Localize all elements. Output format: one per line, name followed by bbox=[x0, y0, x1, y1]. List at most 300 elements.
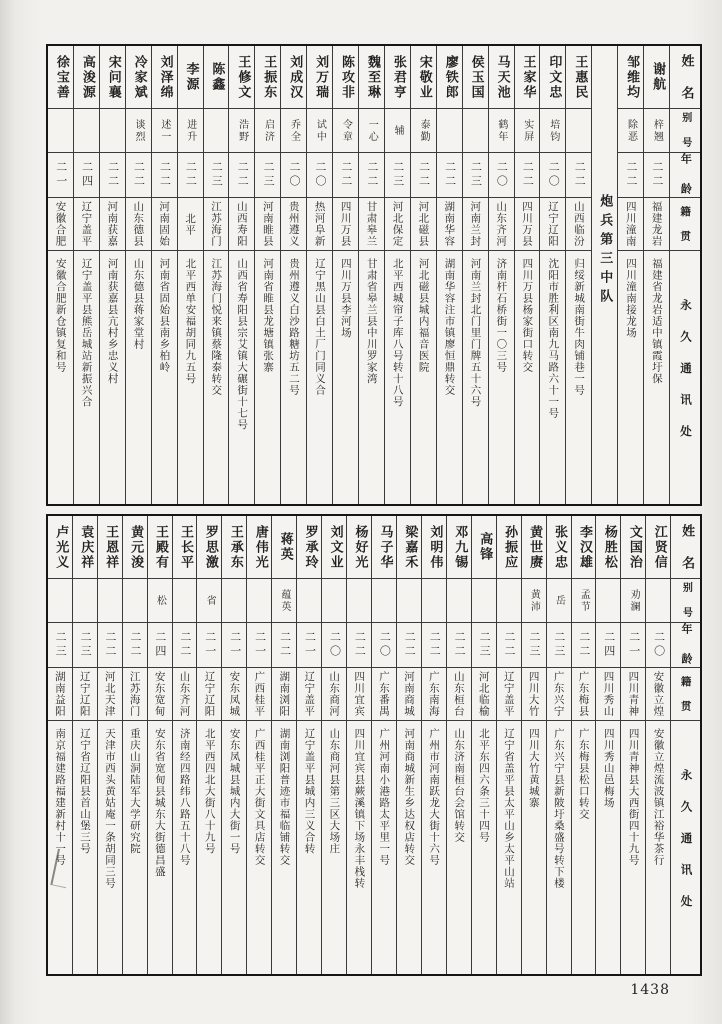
person-name-text: 马子华 bbox=[377, 524, 393, 570]
person-origin-text: 山东齐河 bbox=[495, 201, 508, 247]
person-name bbox=[463, 46, 488, 109]
person-age-text: 二三 bbox=[262, 161, 276, 189]
person-origin bbox=[437, 198, 462, 251]
person-name bbox=[596, 516, 620, 579]
person-name bbox=[48, 516, 72, 579]
person-address bbox=[173, 721, 197, 974]
person-name bbox=[572, 516, 596, 579]
person-column bbox=[73, 46, 99, 504]
person-name-text: 徐宝善 bbox=[53, 54, 69, 100]
person-name bbox=[422, 516, 446, 579]
person-name bbox=[497, 516, 521, 579]
field-label-origin bbox=[670, 198, 700, 251]
person-origin bbox=[422, 668, 446, 721]
person-age bbox=[385, 153, 410, 198]
person-address bbox=[73, 721, 97, 974]
page-number: 1438 bbox=[630, 982, 670, 998]
person-age bbox=[644, 153, 669, 198]
person-alias bbox=[437, 109, 462, 153]
person-address bbox=[621, 721, 645, 974]
person-origin-text: 湖南华容 bbox=[443, 201, 456, 247]
person-age bbox=[411, 153, 436, 198]
person-name-text: 王长平 bbox=[177, 524, 193, 570]
person-age-text: 二二 bbox=[625, 161, 639, 189]
field-label-address-text: 永久通讯处 bbox=[679, 768, 694, 927]
person-alias bbox=[397, 579, 421, 623]
person-origin-text: 湖南益阳 bbox=[53, 671, 66, 717]
person-name-text: 罗承玲 bbox=[302, 524, 318, 570]
field-label-age-text: 年 龄 bbox=[679, 153, 693, 197]
person-alias-text: 孟节 bbox=[578, 588, 590, 613]
person-origin-text: 辽宁辽阳 bbox=[546, 201, 559, 247]
person-age-text: 二三 bbox=[527, 631, 541, 659]
person-address-text: 辽宁省盖平县太平山乡太平山站 bbox=[502, 728, 515, 889]
person-address-text: 沈阳市胜利区南九马路六十一号 bbox=[547, 258, 560, 419]
person-address-text: 甘肃省皋兰县中川罗家湾 bbox=[365, 258, 378, 385]
field-label-age-text: 年 龄 bbox=[679, 623, 693, 667]
person-name-text: 谢航 bbox=[650, 62, 666, 92]
person-age bbox=[489, 153, 514, 198]
person-alias bbox=[333, 109, 358, 153]
person-address bbox=[347, 721, 371, 974]
person-column bbox=[228, 46, 254, 504]
person-age bbox=[73, 623, 97, 668]
person-alias bbox=[566, 109, 591, 153]
section-title-column bbox=[591, 46, 617, 504]
person-origin bbox=[126, 198, 151, 251]
person-origin bbox=[646, 668, 670, 721]
person-origin bbox=[333, 198, 358, 251]
person-column bbox=[410, 46, 436, 504]
person-origin bbox=[497, 668, 521, 721]
person-alias bbox=[48, 579, 72, 623]
person-name-text: 王惠民 bbox=[572, 54, 588, 100]
person-age-text: 二三 bbox=[478, 631, 492, 659]
person-alias bbox=[522, 579, 546, 623]
person-column bbox=[72, 516, 97, 974]
person-origin bbox=[397, 668, 421, 721]
person-name-text: 江贤信 bbox=[651, 524, 667, 570]
person-origin-text: 河南获嘉 bbox=[106, 201, 119, 247]
person-address bbox=[489, 251, 514, 504]
person-origin bbox=[447, 668, 471, 721]
person-column bbox=[48, 516, 72, 974]
person-origin bbox=[522, 668, 546, 721]
person-alias bbox=[255, 109, 280, 153]
person-name bbox=[152, 46, 177, 109]
person-column bbox=[645, 516, 670, 974]
person-address-text: 北平东四六条三十四号 bbox=[478, 728, 491, 843]
person-alias bbox=[463, 109, 488, 153]
person-age bbox=[596, 623, 620, 668]
person-age-text: 二一 bbox=[253, 631, 267, 659]
field-label-name-text: 姓 名 bbox=[679, 523, 695, 571]
person-name-text: 刘泽绵 bbox=[157, 54, 173, 100]
person-column bbox=[125, 46, 151, 504]
person-origin-text: 江苏海门 bbox=[128, 671, 141, 717]
person-age bbox=[646, 623, 670, 668]
person-origin bbox=[566, 198, 591, 251]
person-address-text: 辽宁盖平县熊岳城站新振兴合 bbox=[80, 258, 93, 408]
person-origin-text: 山东德县 bbox=[132, 201, 145, 247]
person-name bbox=[646, 516, 670, 579]
person-address-text: 广州河南小港路太平里一号 bbox=[378, 728, 391, 866]
person-alias bbox=[148, 579, 172, 623]
person-age bbox=[229, 153, 254, 198]
person-address bbox=[247, 721, 271, 974]
person-age bbox=[197, 623, 221, 668]
field-label-name bbox=[671, 516, 700, 579]
person-address bbox=[447, 721, 471, 974]
person-address bbox=[123, 721, 147, 974]
person-age bbox=[447, 623, 471, 668]
person-address bbox=[255, 251, 280, 504]
person-column bbox=[271, 516, 296, 974]
person-name bbox=[447, 516, 471, 579]
person-name bbox=[385, 46, 410, 109]
person-origin bbox=[152, 198, 177, 251]
person-address bbox=[333, 251, 358, 504]
person-age bbox=[359, 153, 384, 198]
person-address-text: 江苏海门悦来镇蔡隆泰转交 bbox=[210, 258, 223, 396]
person-name-text: 王恩祥 bbox=[103, 524, 119, 570]
person-name bbox=[148, 516, 172, 579]
person-alias bbox=[126, 109, 151, 153]
person-age bbox=[281, 153, 306, 198]
person-name-text: 刘文业 bbox=[327, 524, 343, 570]
person-alias-text: 泰勤 bbox=[418, 118, 430, 143]
person-name bbox=[547, 516, 571, 579]
person-name bbox=[173, 516, 197, 579]
person-alias bbox=[447, 579, 471, 623]
person-age-text: 二二 bbox=[577, 631, 591, 659]
person-column bbox=[203, 46, 229, 504]
person-age-text: 二三 bbox=[391, 161, 405, 189]
person-alias bbox=[489, 109, 514, 153]
person-origin bbox=[322, 668, 346, 721]
person-alias bbox=[422, 579, 446, 623]
person-alias bbox=[197, 579, 221, 623]
person-age-text: 二二 bbox=[278, 631, 292, 659]
person-name-text: 侯玉国 bbox=[468, 54, 484, 100]
person-address bbox=[372, 721, 396, 974]
person-name bbox=[255, 46, 280, 109]
person-origin bbox=[197, 668, 221, 721]
person-name-text: 唐伟光 bbox=[252, 524, 268, 570]
person-alias bbox=[74, 109, 99, 153]
person-age bbox=[222, 623, 246, 668]
person-column bbox=[617, 46, 643, 504]
person-alias-text: 省 bbox=[204, 594, 216, 607]
person-age-text: 二四 bbox=[602, 631, 616, 659]
person-alias-text: 启济 bbox=[262, 118, 274, 143]
person-name-text: 黄世赓 bbox=[527, 524, 543, 570]
person-column bbox=[254, 46, 280, 504]
person-age-text: 二二 bbox=[650, 161, 664, 189]
person-age-text: 二〇 bbox=[313, 161, 327, 189]
person-name-text: 马天池 bbox=[494, 54, 510, 100]
person-column bbox=[371, 516, 396, 974]
person-age bbox=[422, 623, 446, 668]
person-address bbox=[422, 721, 446, 974]
person-origin-text: 福建龙岩 bbox=[650, 201, 663, 247]
person-name-text: 张义忠 bbox=[552, 524, 568, 570]
person-origin bbox=[515, 198, 540, 251]
person-age-text: 二三 bbox=[79, 631, 93, 659]
person-address-text: 天津市西头黄姑庵一条胡同三号 bbox=[103, 728, 116, 889]
field-label-age bbox=[671, 623, 700, 668]
person-origin bbox=[281, 198, 306, 251]
person-address bbox=[222, 721, 246, 974]
person-address bbox=[322, 721, 346, 974]
person-age-text: 二二 bbox=[353, 631, 367, 659]
person-origin bbox=[73, 668, 97, 721]
person-name bbox=[359, 46, 384, 109]
person-address bbox=[437, 251, 462, 504]
person-age bbox=[123, 623, 147, 668]
person-alias-text: 松 bbox=[154, 594, 166, 607]
person-age bbox=[618, 153, 643, 198]
person-address-text: 山西省寿阳县宗艾镇大碾街十七号 bbox=[236, 258, 249, 431]
person-age bbox=[437, 153, 462, 198]
person-alias-text: 培钧 bbox=[547, 118, 559, 143]
person-name bbox=[489, 46, 514, 109]
field-label-origin bbox=[671, 668, 700, 721]
person-age bbox=[307, 153, 332, 198]
person-origin-text: 辽宁盖平 bbox=[80, 201, 93, 247]
person-origin-text: 河南兰封 bbox=[469, 201, 482, 247]
person-column bbox=[643, 46, 669, 504]
person-column bbox=[306, 46, 332, 504]
person-alias-text: 试中 bbox=[314, 118, 326, 143]
person-alias-text: 辅 bbox=[392, 124, 404, 137]
person-name bbox=[618, 46, 643, 109]
person-name-text: 廖铁郎 bbox=[442, 54, 458, 100]
person-address-text: 四川宜宾县蕨溪镇下场永丰栈转 bbox=[353, 728, 366, 889]
person-age bbox=[48, 623, 72, 668]
person-age bbox=[100, 153, 125, 198]
person-origin bbox=[540, 198, 565, 251]
person-name bbox=[522, 516, 546, 579]
person-address bbox=[178, 251, 203, 504]
person-origin-text: 河北天津 bbox=[103, 671, 116, 717]
person-origin bbox=[222, 668, 246, 721]
person-address-text: 四川大竹黄城寨 bbox=[527, 728, 540, 809]
person-origin bbox=[347, 668, 371, 721]
person-alias bbox=[307, 109, 332, 153]
person-origin-text: 山东齐河 bbox=[178, 671, 191, 717]
person-column bbox=[147, 516, 172, 974]
person-age bbox=[333, 153, 358, 198]
person-age-text: 二一 bbox=[54, 161, 68, 189]
person-age-text: 二二 bbox=[365, 161, 379, 189]
field-label-name bbox=[670, 46, 700, 109]
person-name bbox=[281, 46, 306, 109]
person-origin bbox=[372, 668, 396, 721]
person-address-text: 南京福建路福建新村十一号 bbox=[54, 728, 67, 866]
person-address bbox=[522, 721, 546, 974]
person-address-text: 河南获嘉县亢村乡忠义村 bbox=[106, 258, 119, 385]
person-address-text: 四川万县杨家街口转交 bbox=[521, 258, 534, 373]
person-origin-text: 四川青神 bbox=[627, 671, 640, 717]
person-address-text: 济南经四路纬八路五十八号 bbox=[178, 728, 191, 866]
person-alias-text: 梓翘 bbox=[651, 118, 663, 143]
person-origin bbox=[297, 668, 321, 721]
person-address-text: 广东兴宁县新陂圩桑盛号转下楼 bbox=[552, 728, 565, 889]
person-column bbox=[384, 46, 410, 504]
person-alias bbox=[98, 579, 122, 623]
person-address-text: 山东德县蒋家堂村 bbox=[132, 258, 145, 350]
person-origin-text: 河北保定 bbox=[391, 201, 404, 247]
person-origin bbox=[359, 198, 384, 251]
person-origin bbox=[547, 668, 571, 721]
person-column bbox=[396, 516, 421, 974]
person-name bbox=[644, 46, 669, 109]
person-alias bbox=[173, 579, 197, 623]
person-origin-text: 河南固始 bbox=[158, 201, 171, 247]
person-address bbox=[547, 721, 571, 974]
person-name-text: 孙振应 bbox=[502, 524, 518, 570]
person-age-text: 二二 bbox=[106, 161, 120, 189]
person-name-text: 宋问襄 bbox=[105, 54, 121, 100]
person-address bbox=[540, 251, 565, 504]
person-address bbox=[100, 251, 125, 504]
person-name-text: 王承东 bbox=[227, 524, 243, 570]
person-name bbox=[297, 516, 321, 579]
field-label-name-text: 姓 名 bbox=[678, 53, 694, 101]
person-name-text: 杨胜松 bbox=[601, 524, 617, 570]
person-age-text: 二三 bbox=[469, 161, 483, 189]
person-origin-text: 广东南海 bbox=[427, 671, 440, 717]
person-age bbox=[397, 623, 421, 668]
person-name bbox=[322, 516, 346, 579]
person-name-text: 印文忠 bbox=[546, 54, 562, 100]
person-alias bbox=[497, 579, 521, 623]
person-age-text: 二三 bbox=[54, 631, 68, 659]
person-column bbox=[546, 516, 571, 974]
person-origin bbox=[489, 198, 514, 251]
person-origin bbox=[272, 668, 296, 721]
person-column bbox=[99, 46, 125, 504]
person-name bbox=[372, 516, 396, 579]
person-age-text: 二二 bbox=[236, 161, 250, 189]
person-alias-text: 劝澜 bbox=[628, 588, 640, 613]
person-age-text: 二一 bbox=[228, 631, 242, 659]
person-origin-text: 辽宁盖平 bbox=[502, 671, 515, 717]
person-column bbox=[358, 46, 384, 504]
person-origin bbox=[98, 668, 122, 721]
person-column bbox=[436, 46, 462, 504]
person-name bbox=[100, 46, 125, 109]
person-age bbox=[515, 153, 540, 198]
person-alias bbox=[596, 579, 620, 623]
person-alias-text: 乔全 bbox=[288, 118, 300, 143]
person-column bbox=[296, 516, 321, 974]
person-age-text: 二一 bbox=[203, 631, 217, 659]
person-name bbox=[472, 516, 496, 579]
person-origin bbox=[123, 668, 147, 721]
person-age bbox=[547, 623, 571, 668]
person-alias-text: 一心 bbox=[366, 118, 378, 143]
person-alias bbox=[152, 109, 177, 153]
person-name-text: 邹维均 bbox=[624, 54, 640, 100]
person-origin-text: 甘肃皋兰 bbox=[365, 201, 378, 247]
person-origin bbox=[621, 668, 645, 721]
person-age-text: 二〇 bbox=[652, 631, 666, 659]
person-age-text: 二三 bbox=[552, 631, 566, 659]
person-column bbox=[172, 516, 197, 974]
field-label-address bbox=[671, 721, 700, 974]
person-alias bbox=[204, 109, 229, 153]
person-address bbox=[297, 721, 321, 974]
person-origin bbox=[100, 198, 125, 251]
person-name bbox=[540, 46, 565, 109]
person-origin-text: 山西寿阳 bbox=[235, 201, 248, 247]
person-address bbox=[272, 721, 296, 974]
person-name-text: 冷家斌 bbox=[131, 54, 147, 100]
person-address-text: 安东凤城县城内大街一号 bbox=[228, 728, 241, 855]
person-age-text: 二二 bbox=[417, 161, 431, 189]
person-age bbox=[204, 153, 229, 198]
person-origin-text: 四川大竹 bbox=[527, 671, 540, 717]
person-name-text: 文国治 bbox=[626, 524, 642, 570]
person-origin-text: 河北临榆 bbox=[477, 671, 490, 717]
person-alias bbox=[372, 579, 396, 623]
person-origin-text: 辽宁辽阳 bbox=[78, 671, 91, 717]
person-origin bbox=[74, 198, 99, 251]
person-address-text: 湖南浏阳普迹市福临铺转交 bbox=[278, 728, 291, 866]
person-name bbox=[397, 516, 421, 579]
person-address bbox=[596, 721, 620, 974]
person-age-text: 二二 bbox=[178, 631, 192, 659]
person-column bbox=[488, 46, 514, 504]
person-age-text: 二二 bbox=[573, 161, 587, 189]
person-alias-text: 蕴英 bbox=[279, 588, 290, 613]
person-address bbox=[197, 721, 221, 974]
person-column bbox=[346, 516, 371, 974]
person-age bbox=[98, 623, 122, 668]
person-age bbox=[572, 623, 596, 668]
person-address bbox=[411, 251, 436, 504]
person-alias bbox=[297, 579, 321, 623]
person-address bbox=[48, 721, 72, 974]
person-column bbox=[177, 46, 203, 504]
roster-table-bottom bbox=[46, 514, 702, 976]
person-name-text: 罗思激 bbox=[202, 524, 218, 570]
person-origin bbox=[618, 198, 643, 251]
person-address bbox=[463, 251, 488, 504]
person-column bbox=[97, 516, 122, 974]
person-alias-text: 黄沛 bbox=[528, 588, 540, 613]
person-address-text: 广西桂平正大街文具店转交 bbox=[253, 728, 266, 866]
person-age-text: 二二 bbox=[184, 161, 198, 189]
person-address-text: 山东济南桓台会馆转交 bbox=[453, 728, 466, 843]
person-origin-text: 河北磁县 bbox=[417, 201, 430, 247]
field-header-column bbox=[670, 516, 700, 974]
person-alias-text: 令章 bbox=[340, 118, 352, 143]
person-alias bbox=[100, 109, 125, 153]
person-address bbox=[359, 251, 384, 504]
person-address-text: 四川潼南接龙场 bbox=[625, 258, 637, 339]
person-column bbox=[521, 516, 546, 974]
person-origin-text: 安徽立煌 bbox=[652, 671, 665, 717]
person-address-text: 河北磁县城内福音医院 bbox=[417, 258, 430, 373]
person-alias bbox=[621, 579, 645, 623]
person-address-text: 四川万县李河场 bbox=[339, 258, 352, 339]
person-origin-text: 热河阜新 bbox=[313, 201, 326, 247]
person-address bbox=[385, 251, 410, 504]
person-name-text: 王修文 bbox=[235, 54, 251, 100]
